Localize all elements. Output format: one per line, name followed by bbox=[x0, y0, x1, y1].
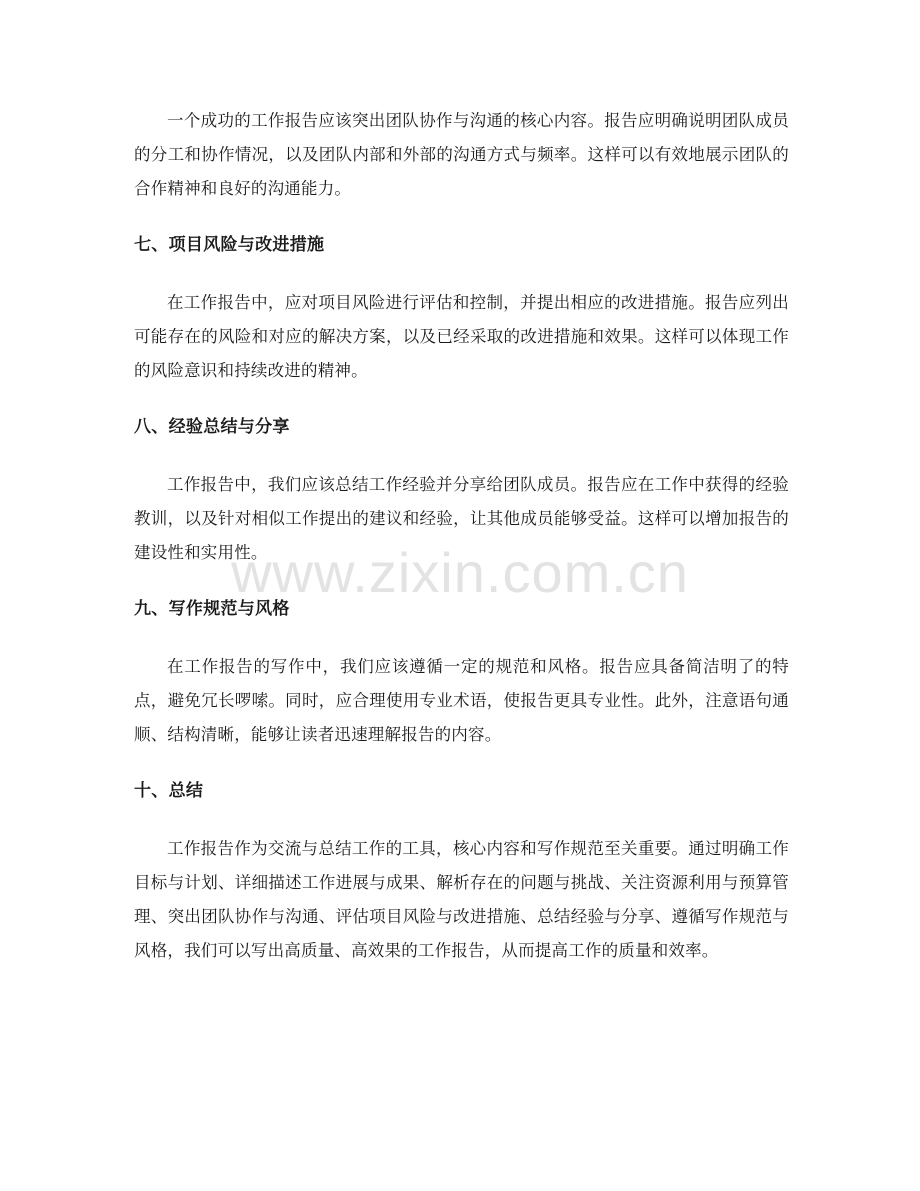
watermark: www.zixin.com.cn bbox=[231, 541, 689, 604]
document-body bbox=[134, 104, 789, 968]
heading-experience-summary: 八、经验总结与分享 bbox=[134, 417, 290, 437]
paragraph-team-collaboration: 一个成功的工作报告应该突出团队协作与沟通的核心内容。报告应明确说明团队成员的分工和协作情况，以及团队内部和外部的沟通方式与频率。这样可以有效地展示团队的合作精神和良好的沟通能力。 bbox=[134, 111, 789, 198]
heading-conclusion: 十、总结 bbox=[134, 781, 204, 801]
paragraph-experience-summary: 工作报告中，我们应该总结工作经验并分享给团队成员。报告应在工作中获得的经验教训，以及针对相似工作提出的建议和经验，让其他成员能够受益。这样可以增加报告的建设性和实用性。 bbox=[134, 475, 789, 562]
paragraph-project-risk: 在工作报告中，应对项目风险进行评估和控制，并提出相应的改进措施。报告应列出可能存在的风险和对应的解决方案，以及已经采取的改进措施和效果。这样可以体现工作的风险意识和持续改进的精神。 bbox=[134, 293, 789, 380]
paragraph-conclusion: 工作报告作为交流与总结工作的工具，核心内容和写作规范至关重要。通过明确工作目标与计划、详细描述工作进展与成果、解析存在的问题与挑战、关注资源利用与预算管理、突出团队协作与沟通、评估项目风险与改进措施、总结经验与分享、遵循写作规范与风格，我们可以写出高质量、高效果的工作报告，从而提高工作的质量和效率。 bbox=[134, 839, 789, 960]
heading-project-risk: 七、项目风险与改进措施 bbox=[134, 235, 325, 255]
heading-writing-style: 九、写作规范与风格 bbox=[134, 599, 290, 619]
paragraph-writing-style: 在工作报告的写作中，我们应该遵循一定的规范和风格。报告应具备简洁明了的特点，避免冗长啰嗦。同时，应合理使用专业术语，使报告更具专业性。此外，注意语句通顺、结构清晰，能够让读者迅速理解报告的内容。 bbox=[134, 657, 789, 744]
